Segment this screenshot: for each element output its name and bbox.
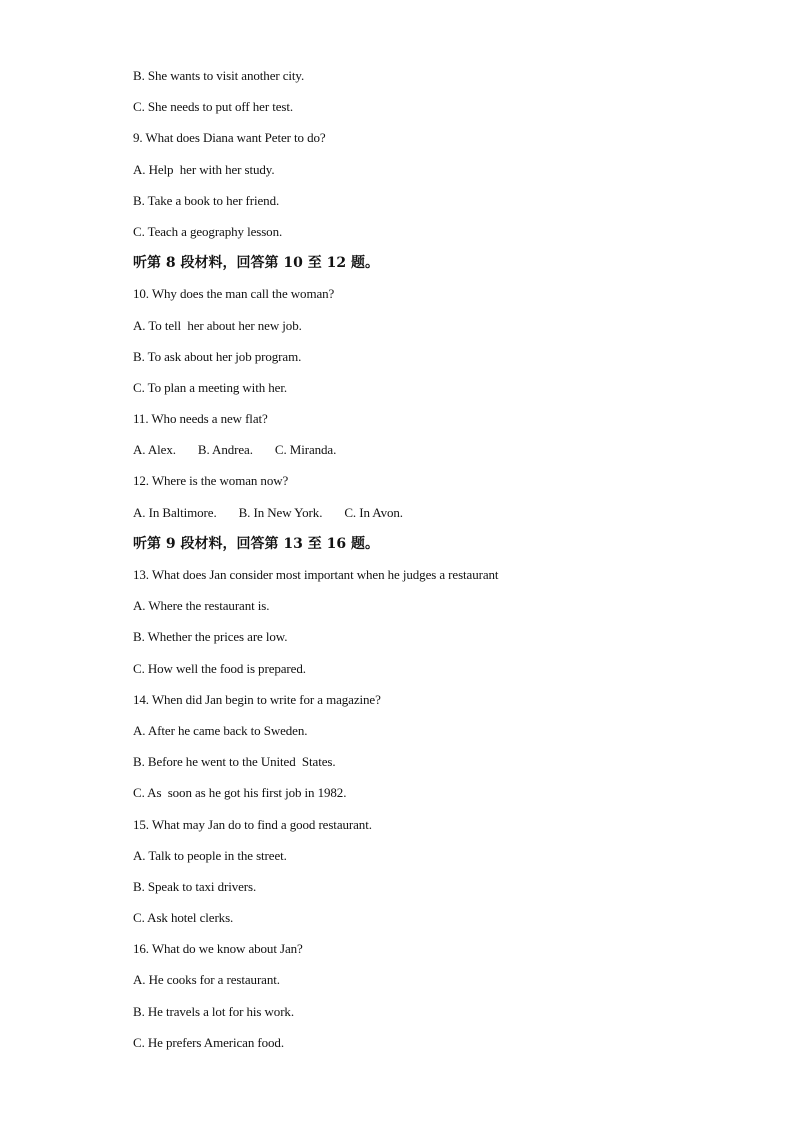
- option-line: C. To plan a meeting with her.: [133, 379, 287, 395]
- options-row: [133, 504, 733, 535]
- option-line: A. Where the restaurant is.: [133, 598, 270, 614]
- question-line: 16. What do we know about Jan?: [133, 941, 303, 957]
- option-item: B. In New York.: [238, 504, 323, 520]
- question-line: 11. Who needs a new flat?: [133, 411, 268, 427]
- option-line: B. He travels a lot for his work.: [133, 1003, 294, 1019]
- option-item: B. Andrea.: [197, 442, 253, 458]
- question-line: 9. What does Diana want Peter to do?: [133, 130, 326, 146]
- option-line: C. Teach a geography lesson.: [133, 223, 283, 239]
- option-line: B. She wants to visit another city.: [133, 68, 305, 83]
- option-line: C. He prefers American food.: [133, 1034, 284, 1050]
- option-line: B. Before he went to the United States.: [133, 754, 336, 770]
- option-line: A. He cooks for a restaurant.: [133, 972, 280, 988]
- option-line: C. She needs to put off her test.: [133, 99, 294, 115]
- option-item: A. Alex.: [133, 442, 176, 458]
- question-line: 14. When did Jan begin to write for a magazine?: [133, 691, 381, 707]
- option-item: C. Miranda.: [274, 442, 337, 458]
- text-body: [133, 67, 733, 1065]
- option-item: C. In Avon.: [344, 504, 403, 520]
- option-line: A. Talk to people in the street.: [133, 847, 287, 863]
- option-line: A. Help her with her study.: [133, 161, 275, 177]
- option-line: A. After he came back to Sweden.: [133, 722, 308, 738]
- option-item: A. In Baltimore.: [133, 504, 217, 520]
- question-line: 15. What may Jan do to find a good restaurant.: [133, 816, 372, 832]
- section-heading: 听第 8 段材料，回答第 10 至 12 题。: [133, 255, 379, 272]
- question-line: 12. Where is the woman now?: [133, 473, 289, 489]
- options-row: [133, 441, 733, 472]
- option-line: C. As soon as he got his first job in 1982.: [133, 785, 347, 801]
- option-line: B. Whether the prices are low.: [133, 629, 288, 645]
- option-line: C. How well the food is prepared.: [133, 660, 306, 676]
- option-line: B. Speak to taxi drivers.: [133, 878, 257, 894]
- question-line: 10. Why does the man call the woman?: [133, 286, 335, 302]
- option-line: B. Take a book to her friend.: [133, 192, 280, 208]
- question-line: 13. What does Jan consider most important when he judges a restaurant: [133, 567, 499, 582]
- option-line: B. To ask about her job program.: [133, 348, 302, 364]
- option-line: C. Ask hotel clerks.: [133, 910, 234, 926]
- section-heading: 听第 9 段材料，回答第 13 至 16 题。: [133, 535, 379, 552]
- option-line: A. To tell her about her new job.: [133, 317, 302, 333]
